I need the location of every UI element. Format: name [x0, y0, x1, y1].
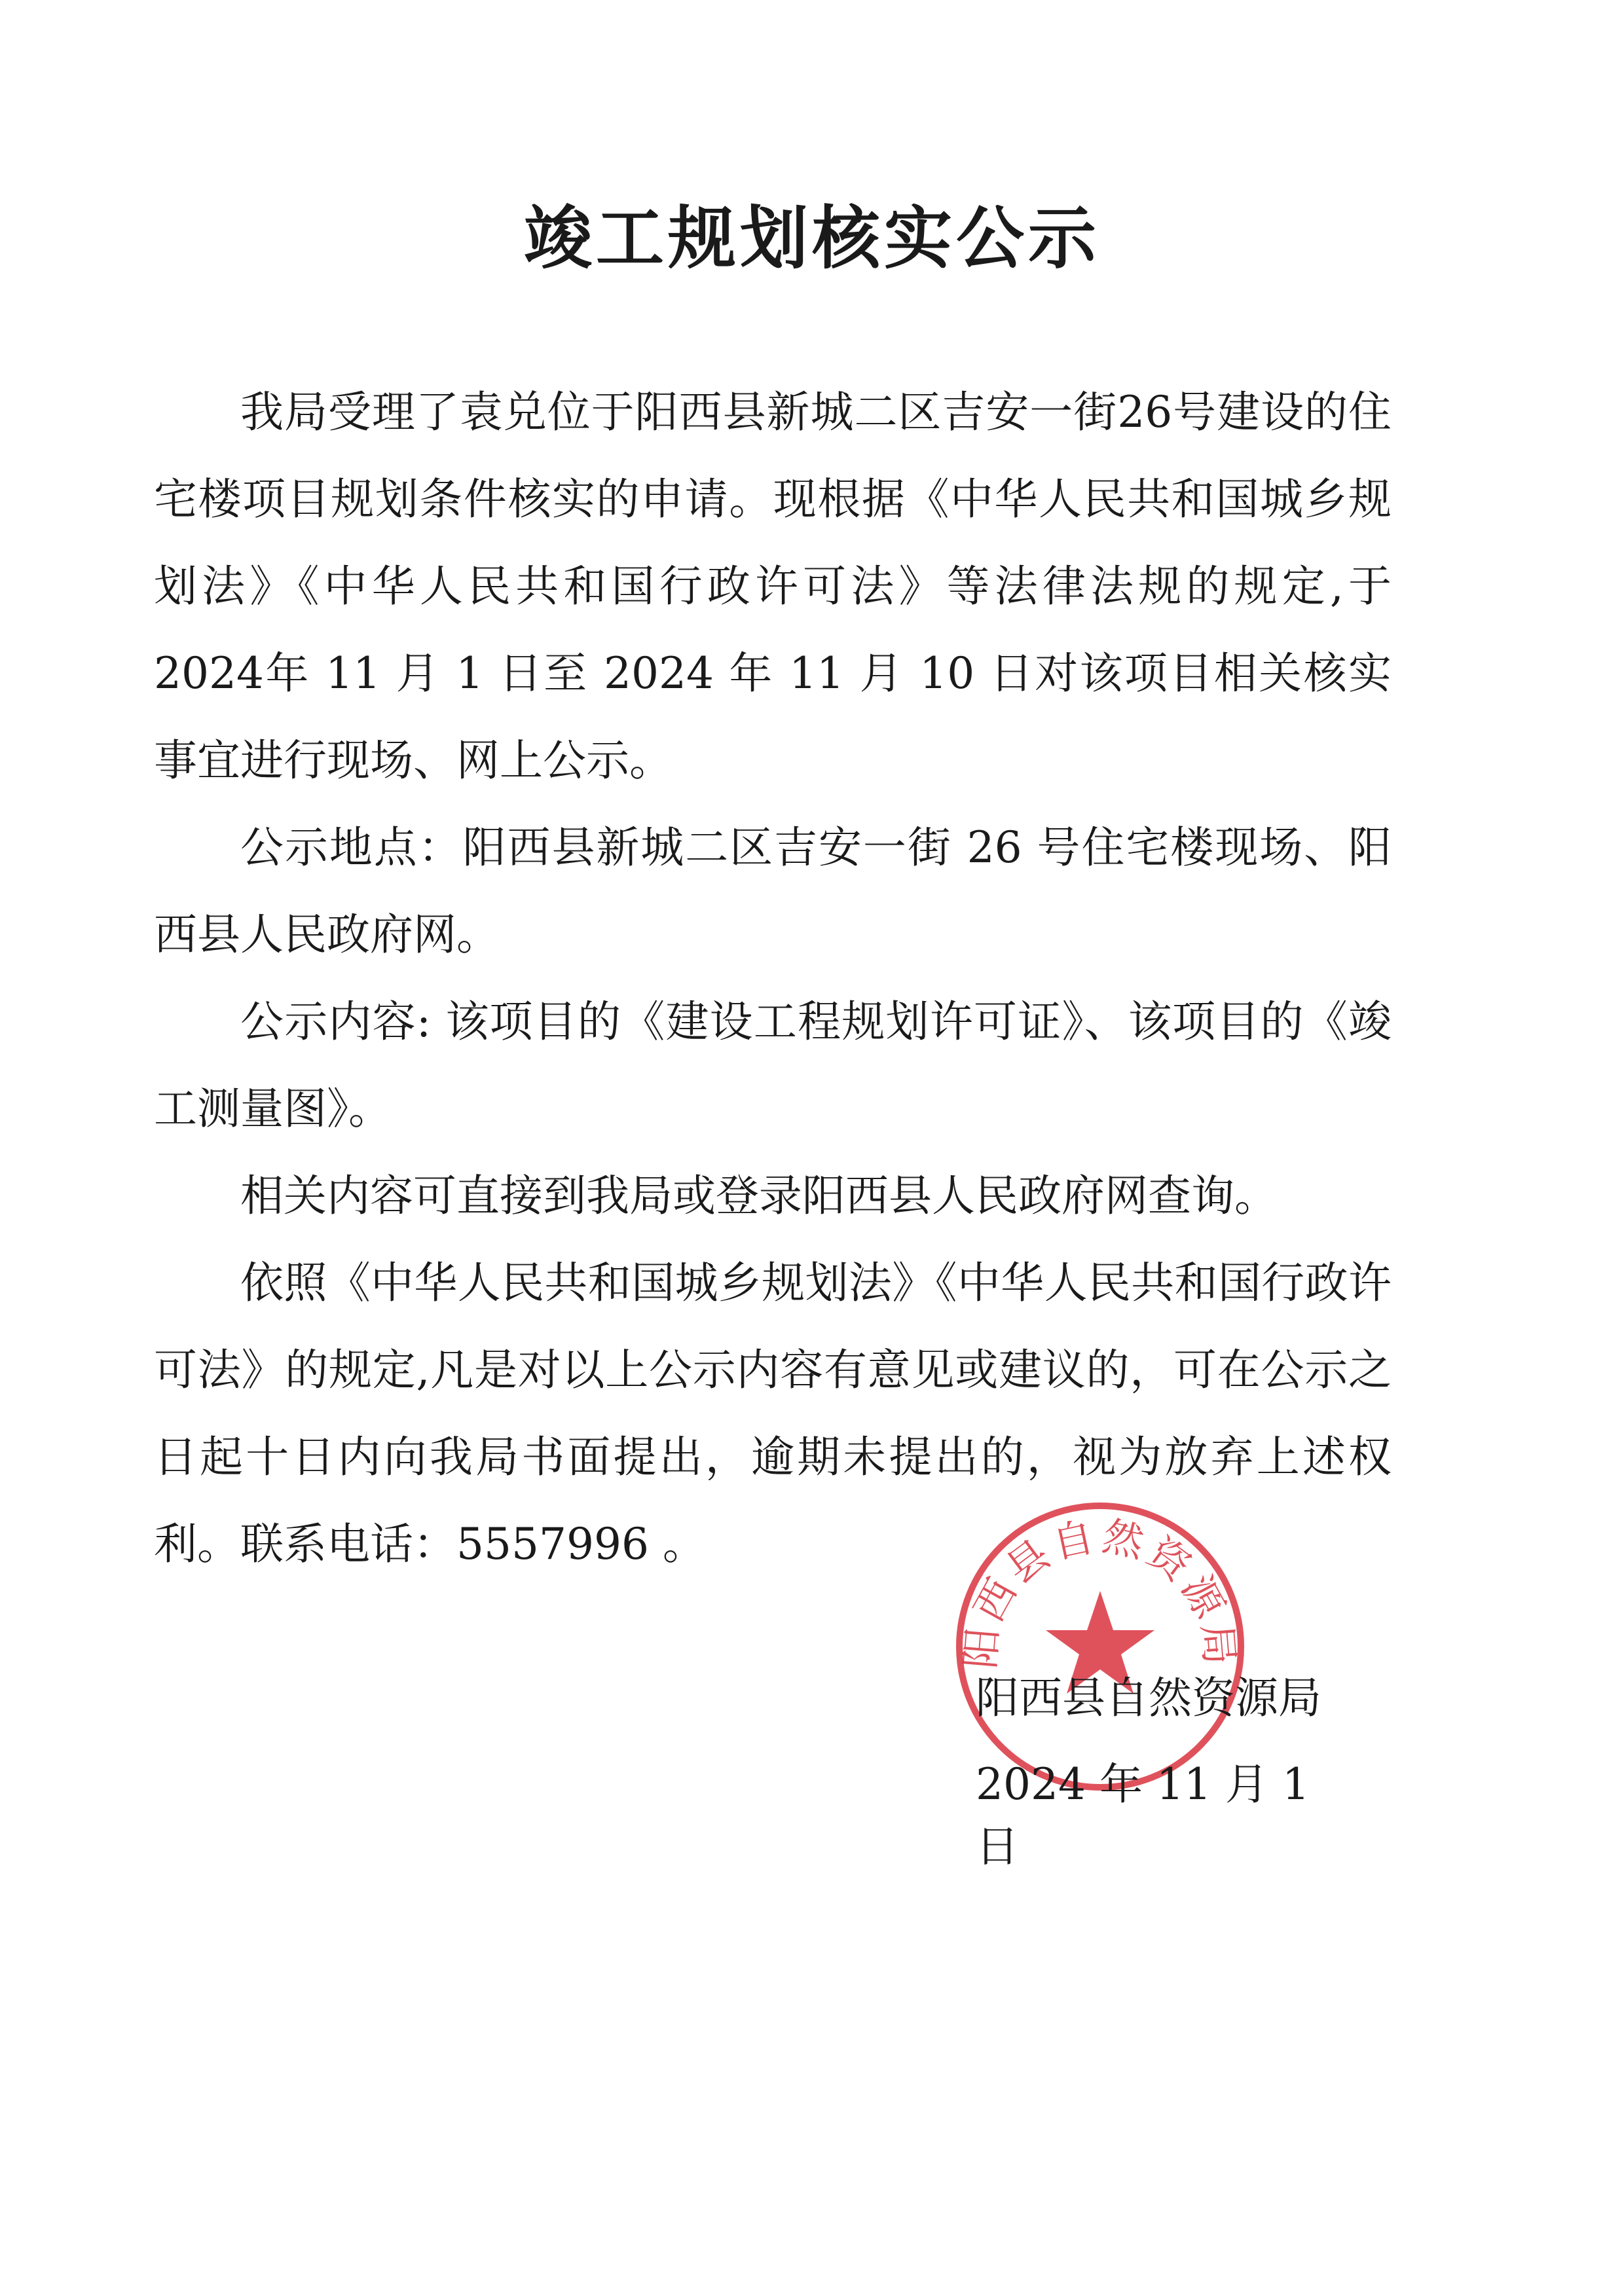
signature-date: 2024 年 11 月 1 日	[976, 1759, 1310, 1872]
paragraph-intro: 我局受理了袁兑位于阳西县新城二区吉安一街26号建设的住宅楼项目规划条件核实的申请。现根据《中华人民共和国城乡规划法》《中华人民共和国行政许可法》等法律法规的规定,于 2024年 11 月 1 日至 2024 年 11 月 10 日对该项目相关核实事宜进行现场、网上公示。	[154, 387, 1392, 786]
paragraph-inquiry: 相关内容可直接到我局或登录阳西县人民政府网查询。	[240, 1171, 1278, 1221]
document-title: 竣工规划核实公示	[523, 198, 1100, 278]
paragraph-location: 公示地点：阳西县新城二区吉安一街 26 号住宅楼现场、阳西县人民政府网。	[154, 822, 1392, 960]
paragraph-content: 公示内容: 该项目的《建设工程规划许可证》、该项目的《竣工测量图》。	[154, 996, 1392, 1134]
seal-text: 阳西县自然资源局	[955, 1512, 1245, 1671]
paragraph-contact: 联系电话：5557996 。	[240, 1519, 706, 1569]
paragraph-objection: 依照《中华人民共和国城乡规划法》《中华人民共和国行政许可法》的规定,凡是对以上公示内容有意见或建议的，可在公示之日起十日内向我局书面提出，逾期未提出的，视为放弃上述权利。	[154, 1258, 1392, 1569]
signature-organization: 阳西县自然资源局	[976, 1673, 1321, 1723]
